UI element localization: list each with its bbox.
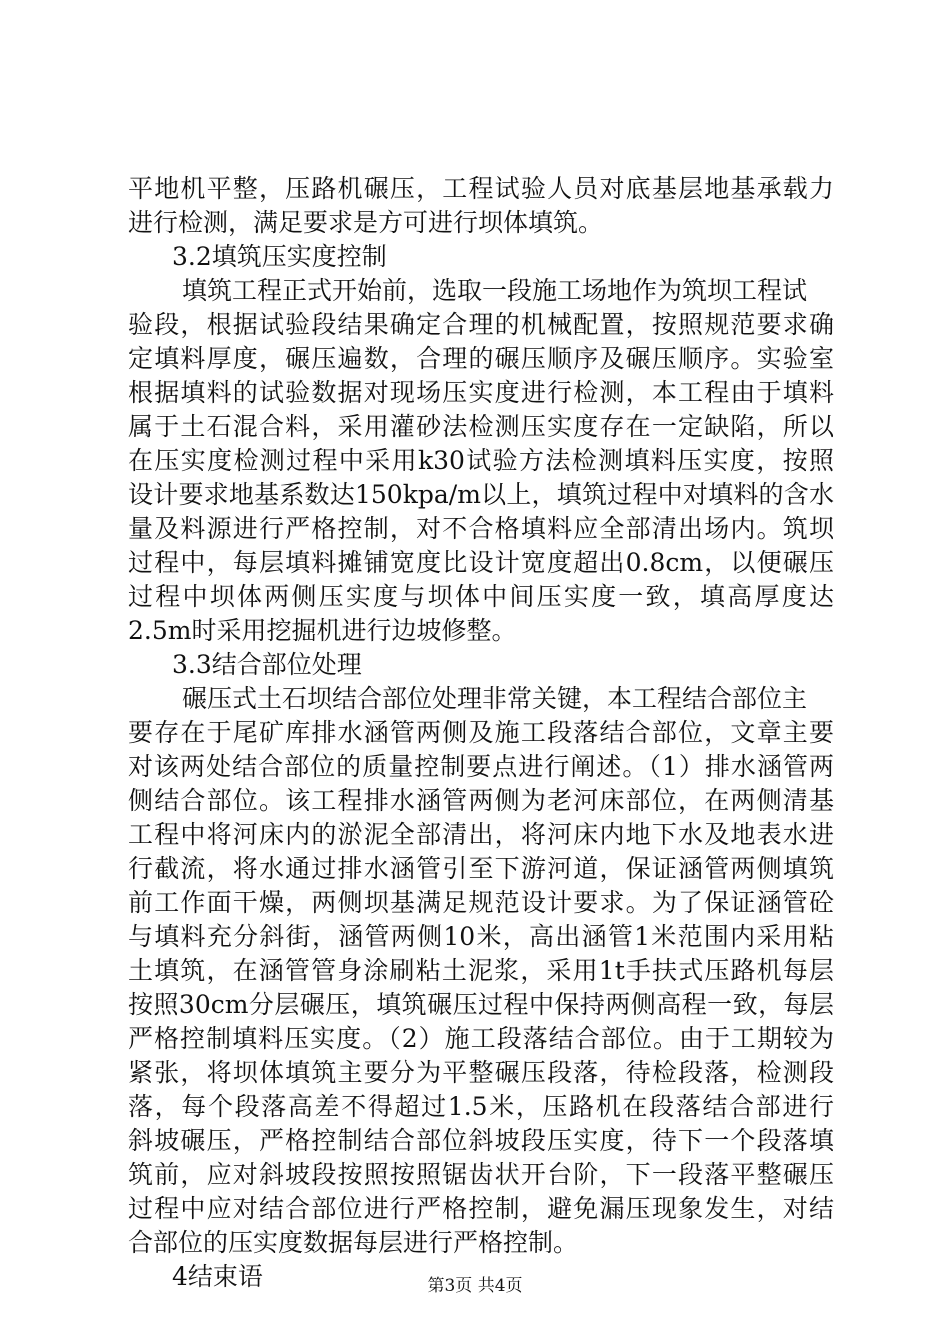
text-line: 筑前，应对斜坡段按照按照锯齿状开台阶，下一段落平整碾压: [128, 1160, 834, 1189]
text-line: 与填料充分斜街，涵管两侧10米，高出涵管1米范围内采用粘: [128, 922, 834, 951]
text-line: 3.3结合部位处理: [172, 650, 362, 679]
text-line: 根据填料的试验数据对现场压实度进行检测，本工程由于填料: [128, 378, 834, 407]
text-line: 在压实度检测过程中采用k30试验方法检测填料压实度，按照: [128, 446, 834, 475]
text-line: 紧张，将坝体填筑主要分为平整碾压段落，待检段落，检测段: [128, 1058, 834, 1087]
document-body: [128, 172, 834, 1294]
text-line: 前工作面干燥，两侧坝基满足规范设计要求。为了保证涵管砼: [128, 888, 834, 917]
text-line: 定填料厚度，碾压遍数，合理的碾压顺序及碾压顺序。实验室: [128, 344, 834, 373]
text-line: 填筑工程正式开始前，选取一段施工场地作为筑坝工程试: [182, 276, 808, 305]
text-line: 3.2填筑压实度控制: [172, 242, 387, 271]
text-line: 属于土石混合料，采用灌砂法检测压实度存在一定缺陷，所以: [128, 412, 834, 441]
text-line: 行截流，将水通过排水涵管引至下游河道，保证涵管两侧填筑: [128, 854, 834, 883]
text-line: 落，每个段落高差不得超过1.5米，压路机在段落结合部进行: [128, 1092, 834, 1121]
text-line: 斜坡碾压，严格控制结合部位斜坡段压实度，待下一个段落填: [128, 1126, 834, 1155]
text-line: 量及料源进行严格控制，对不合格填料应全部清出场内。筑坝: [128, 514, 834, 543]
text-line: 过程中，每层填料摊铺宽度比设计宽度超出0.8cm，以便碾压: [128, 548, 834, 577]
text-line: 过程中坝体两侧压实度与坝体中间压实度一致，填高厚度达: [128, 582, 834, 611]
text-line: 侧结合部位。该工程排水涵管两侧为老河床部位，在两侧清基: [128, 786, 834, 815]
text-line: 对该两处结合部位的质量控制要点进行阐述。（1）排水涵管两: [128, 752, 834, 781]
text-line: 设计要求地基系数达150kpa/m以上，填筑过程中对填料的含水: [128, 480, 834, 509]
text-line: 合部位的压实度数据每层进行严格控制。: [128, 1228, 579, 1257]
text-line: 验段，根据试验段结果确定合理的机械配置，按照规范要求确: [128, 310, 834, 339]
text-line: 进行检测，满足要求是方可进行坝体填筑。: [128, 208, 604, 237]
text-line: 平地机平整，压路机碾压，工程试验人员对底基层地基承载力: [128, 174, 834, 203]
text-line: 土填筑，在涵管管身涂刷粘土泥浆，采用1t手扶式压路机每层: [128, 956, 834, 985]
text-line: 4结束语: [172, 1262, 263, 1291]
text-line: 要存在于尾矿库排水涵管两侧及施工段落结合部位，文章主要: [128, 718, 834, 747]
text-line: 工程中将河床内的淤泥全部清出，将河床内地下水及地表水进: [128, 820, 834, 849]
text-line: 按照30cm分层碾压，填筑碾压过程中保持两侧高程一致，每层: [128, 990, 834, 1019]
text-line: 2.5m时采用挖掘机进行边坡修整。: [128, 616, 517, 645]
text-line: 严格控制填料压实度。（2）施工段落结合部位。由于工期较为: [128, 1024, 834, 1053]
text-line: 碾压式土石坝结合部位处理非常关键，本工程结合部位主: [182, 684, 808, 713]
page-footer: 第3页 共4页: [427, 1276, 523, 1296]
text-line: 过程中应对结合部位进行严格控制，避免漏压现象发生，对结: [128, 1194, 834, 1223]
